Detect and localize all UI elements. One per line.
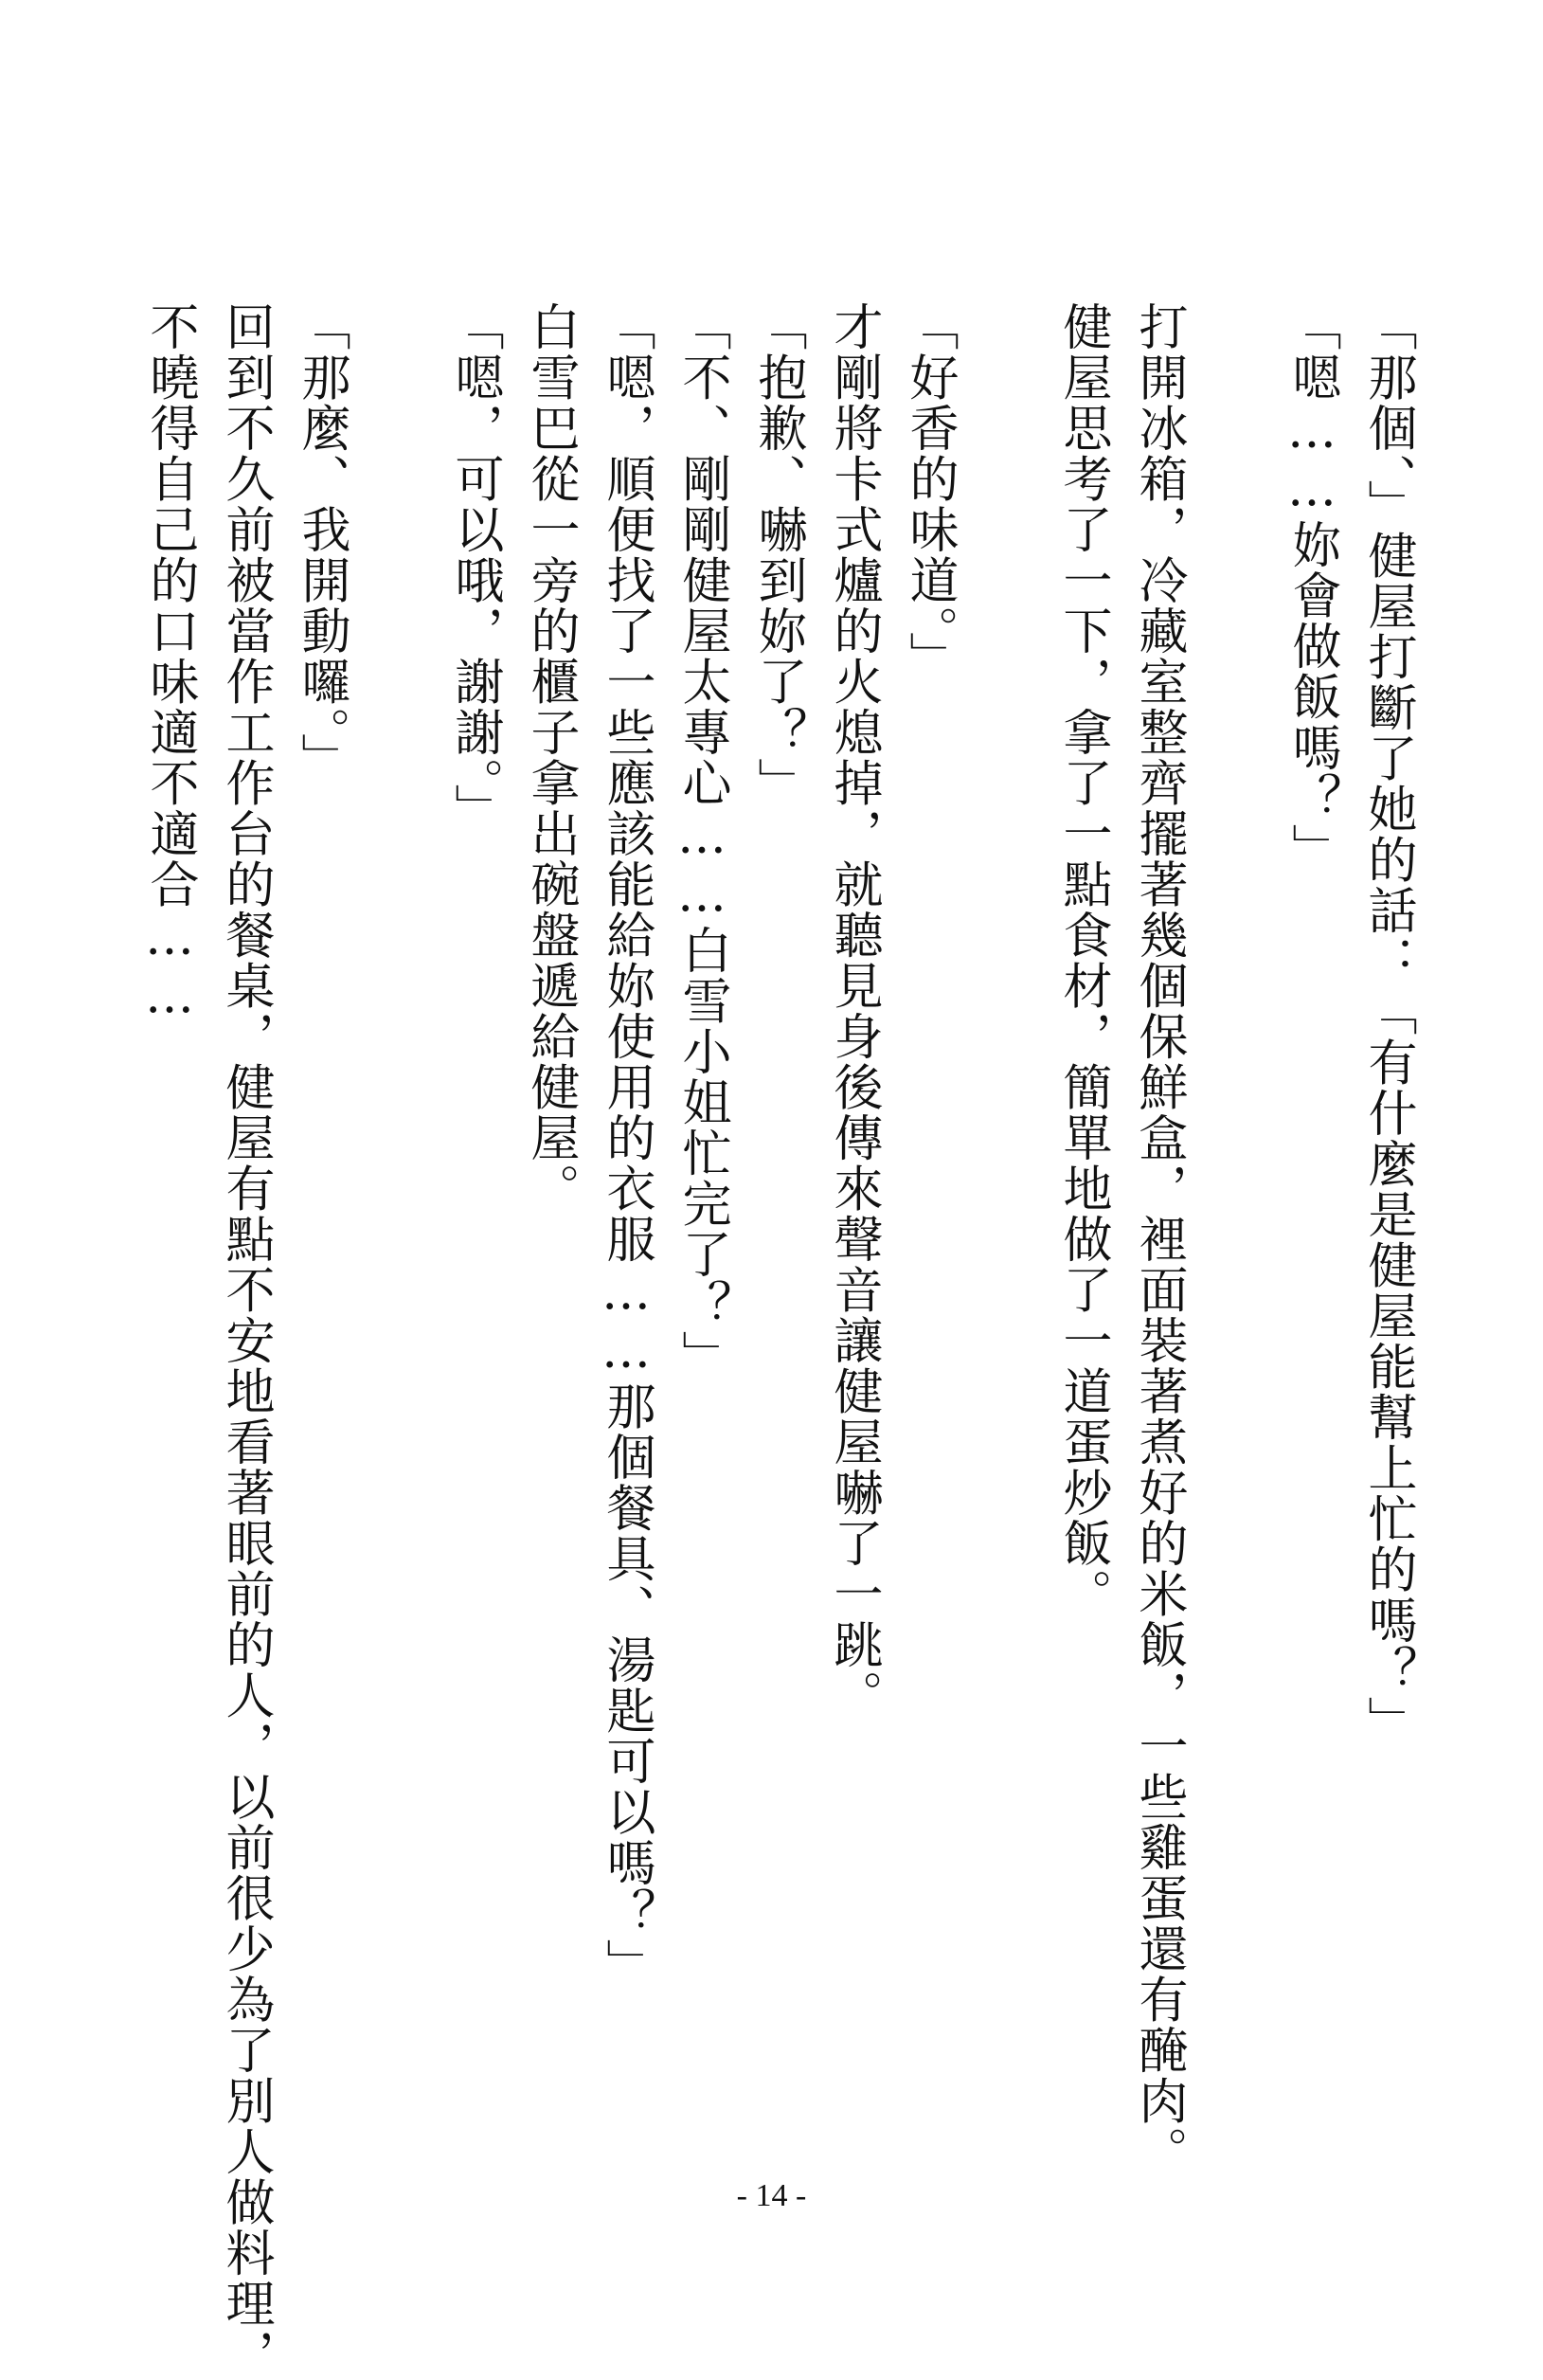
text-line: 打開冰箱，冷藏室整齊擺著幾個保鮮盒，裡面裝著煮好的米飯，一些雞蛋還有醃肉。	[1130, 301, 1187, 2177]
text-line: 「那個、」健屋打斷了她的話：「有什麼是健屋能幫上忙的嗎？」	[1359, 301, 1416, 1747]
page-number: - 14 -	[736, 2178, 807, 2213]
text-line: 才剛將卡式爐的火熄掉，就聽見身後傳來聲音讓健屋嚇了一跳。	[825, 301, 882, 1721]
text-line: 「嗯，順便找了一些應該能給妳使用的衣服……那個餐具、湯匙可以嗎？」	[598, 301, 655, 1990]
text-line: 「那麼、我開動囉。」	[293, 301, 350, 784]
text-line: 「不、剛剛健屋太專心……白雪小姐忙完了？」	[673, 301, 730, 1381]
text-line: 白雪巴從一旁的櫃子拿出碗盤遞給健屋。	[522, 301, 579, 1214]
text-line: 「嗯，可以哦，謝謝。」	[446, 301, 503, 835]
text-line: 回到不久前被當作工作台的餐桌，健屋有點不安地看著眼前的人，以前很少為了別人做料理，	[217, 301, 274, 2380]
text-line: 健屋思考了一下，拿了一點食材，簡單地做了一道蛋炒飯。	[1054, 301, 1111, 1619]
text-line: 不曉得自己的口味適不適合……	[141, 301, 198, 1026]
text-line: 「好香的味道。」	[901, 301, 958, 682]
text-line: 「嗯……妳會做飯嗎？」	[1283, 301, 1340, 874]
text-line: 「抱歉、嚇到妳了？」	[749, 301, 806, 808]
